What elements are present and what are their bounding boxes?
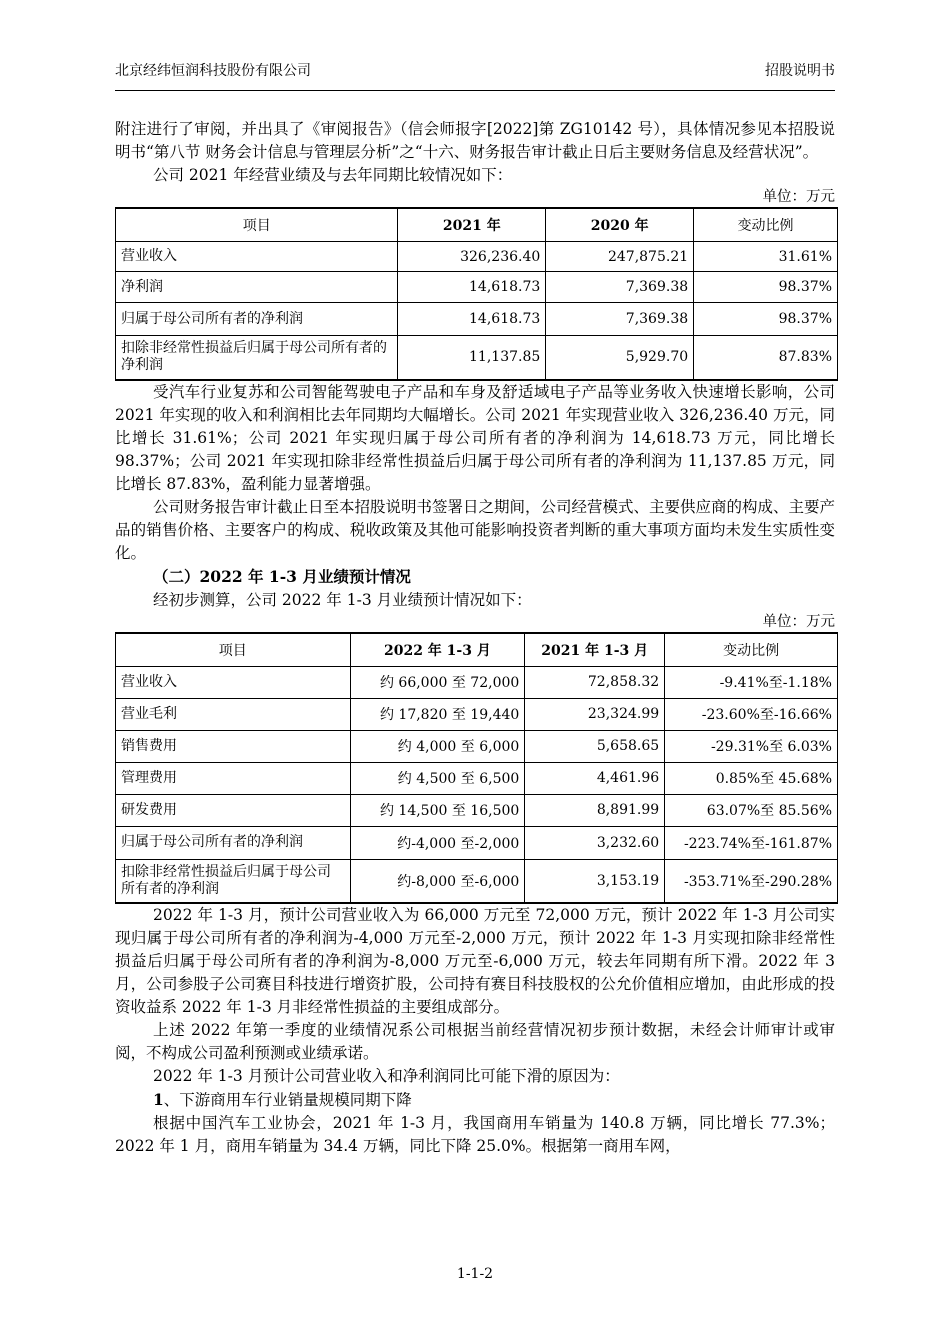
reasons-intro: 2022 年 1-3 月预计公司营业收入和净利润同比可能下滑的原因为： [153,1067,620,1085]
forecast-paragraph: 2022 年 1-3 月，预计公司营业收入为 66,000 万元至 72,000 万元，预计 2022 年 1-3 月公司实现归属于母公司所有者的净利润为-4,000 万元至-2,000 万元，预计 2022 年 1-3 月实现扣除非经常性损益后归属于母公司所有者的净利润为-8,000 万元至-6,000 万元，较去年同期有所下滑。2022 年 3 月，公司参股子公司赛目科技进行增资扩股，公司持有赛目科技股权的公允价值相应增加，由此形成的投资收益系 2022 年 1-3 月非经常性损益的主要组成部分。 [115,906,835,1016]
growth-paragraph: 受汽车行业复苏和公司智能驾驶电子产品和车身及舒适域电子产品等业务收入快速增长影响，公司 2021 年实现的收入和利润相比去年同期均大幅增长。公司 2021 年实现营业收入 326,236.40 万元，同比增长 31.61%；公司 2021 年实现归属于母公司所有者的净利润为 14,618.73 万元，同比增长 98.37%；公司 2021 年实现扣除非经常性损益后归属于母公司所有者的净利润为 11,137.85 万元，同比增长 87.83%，盈利能力显著增强。 [115,382,835,493]
reason-1-title: 、下游商用车行业销量规模同期下降 [163,1091,412,1109]
table-row: 销售费用 约 4,000 至 6,000 5,658.65 -29.31%至 6.03% [116,730,838,762]
unit-label-1: 单位：万元 [762,189,835,205]
col-header-item: 项目 [116,208,398,242]
reason-1-heading [115,1088,835,1112]
disclaimer-paragraph: 上述 2022 年第一季度的业绩情况系公司根据当前经营情况初步预计数据，未经会计师审计或审阅，不构成公司盈利预测或业绩承诺。 [115,1021,835,1062]
results-2021-table [115,207,838,381]
page-number: 1-1-2 [456,1266,494,1282]
table-row: 扣除非经常性损益后归属于母公司所有者的净利润 11,137.85 5,929.70 87.83% [116,336,838,380]
col-header-2020: 2020 年 [546,208,694,242]
table-row: 营业毛利 约 17,820 至 19,440 23,324.99 -23.60%至-16.66% [116,698,838,730]
no-change-paragraph: 公司财务报告审计截止日至本招股说明书签署日之期间，公司经营模式、主要供应商的构成、主要产品的销售价格、主要客户的构成、税收政策及其他可能影响投资者判断的重大事项方面均未发生实质性变化。 [115,497,836,562]
col-header-2021q1: 2021 年 1-3 月 [525,633,665,667]
header-divider [115,90,835,91]
unit-label-2: 单位：万元 [762,613,835,630]
section-2-title: （二）2022 年 1-3 月业绩预计情况 [153,566,411,586]
col-header-2022q1: 2022 年 1-3 月 [350,633,525,667]
compare-intro: 公司 2021 年经营业绩及与去年同期比较情况如下： [153,166,513,184]
table-row: 管理费用 约 4,500 至 6,500 4,461.96 0.85%至 45.68% [116,762,838,794]
table-row: 净利润 14,618.73 7,369.38 98.37% [116,272,838,303]
forecast-2022q1-table [115,632,838,905]
table-row: 研发费用 约 14,500 至 16,500 8,891.99 63.07%至 85.56% [116,794,838,826]
table-row: 归属于母公司所有者的净利润 约-4,000 至-2,000 3,232.60 -223.74%至-161.87% [116,826,838,859]
col-header-item: 项目 [116,633,351,667]
intro-paragraph: 附注进行了审阅，并出具了《审阅报告》（信会师报字[2022]第 ZG10142 号），具体情况参见本招股说明书“第八节 财务会计信息与管理层分析”之“十六、财务报告审计截止日后主要财务信息及经营状况”。 [115,120,835,161]
header-doc-type: 招股说明书 [765,63,835,79]
col-header-2021: 2021 年 [398,208,546,242]
forecast-intro: 经初步测算，公司 2022 年 1-3 月业绩预计情况如下： [153,590,532,609]
table-header-row [116,633,838,667]
reason-1-number: 1 [153,1090,164,1109]
table-header-row [116,208,838,242]
table-row: 扣除非经常性损益后归属于母公司所有者的净利润 约-8,000 至-6,000 3,153.19 -353.71%至-290.28% [116,859,838,903]
header-company: 北京经纬恒润科技股份有限公司 [115,63,311,79]
reason-1-paragraph: 根据中国汽车工业协会，2021 年 1-3 月，我国商用车销量为 140.8 万辆，同比增长 77.3%；2022 年 1 月，商用车销量为 34.4 万辆，同比下降 25.0%。根据第一商用车网， [115,1114,835,1155]
table-row: 营业收入 326,236.40 247,875.21 31.61% [116,242,838,272]
col-header-change: 变动比例 [665,633,838,667]
col-header-change: 变动比例 [694,208,838,242]
table-row: 营业收入 约 66,000 至 72,000 72,858.32 -9.41%至-1.18% [116,666,838,698]
table-row: 归属于母公司所有者的净利润 14,618.73 7,369.38 98.37% [116,303,838,336]
page-body [115,118,835,1158]
